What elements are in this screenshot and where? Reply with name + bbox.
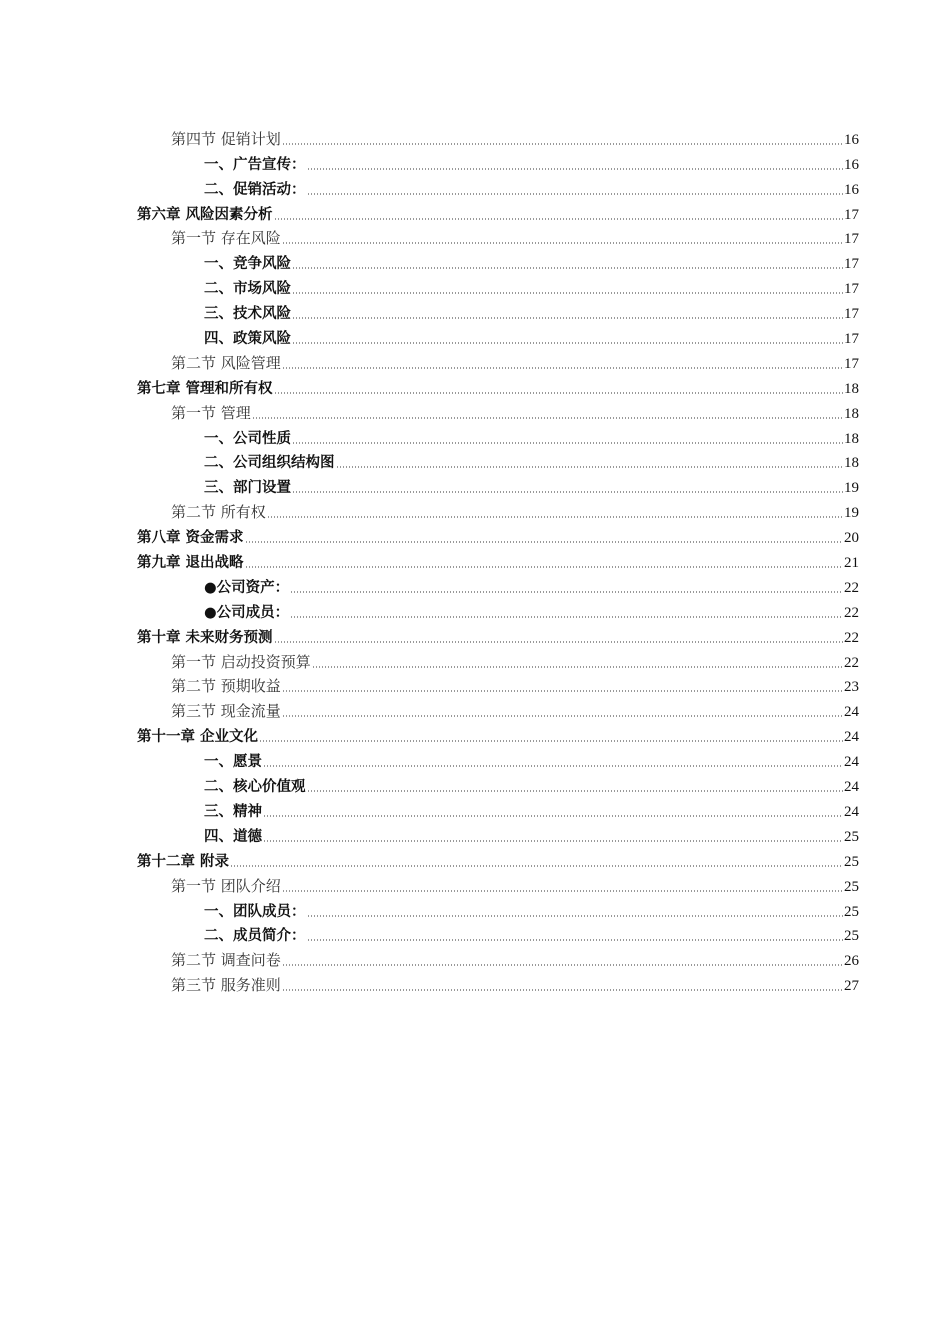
toc-dot-leader — [290, 616, 843, 618]
toc-page-number: 22 — [844, 604, 859, 621]
toc-entry-label: 二、公司组织结构图 — [204, 455, 335, 472]
toc-entry[interactable] — [137, 472, 859, 497]
toc-dot-leader — [245, 566, 843, 568]
toc-dot-leader — [274, 392, 843, 394]
toc-page-number: 22 — [844, 629, 859, 646]
toc-page-number: 18 — [844, 380, 859, 397]
toc-page-number: 25 — [844, 828, 859, 845]
toc-entry[interactable] — [137, 970, 859, 995]
toc-page-number: 19 — [844, 505, 859, 522]
toc-dot-leader — [292, 292, 843, 294]
toc-entry-label: 第十二章 附录 — [137, 853, 230, 870]
toc-entry-label: 第一节 团队介绍 — [171, 876, 281, 895]
toc-entry[interactable] — [137, 796, 859, 821]
toc-entry-label: 四、政策风险 — [204, 331, 291, 348]
toc-entry[interactable] — [137, 846, 859, 871]
toc-entry-label: 第一节 管理 — [171, 403, 251, 422]
toc-entry[interactable] — [137, 746, 859, 771]
toc-entry[interactable] — [137, 522, 859, 547]
toc-entry-label: 第二节 所有权 — [171, 503, 266, 522]
toc-dot-leader — [259, 740, 843, 742]
toc-page-number: 24 — [844, 803, 859, 820]
toc-page-number: 25 — [844, 853, 859, 870]
toc-entry-label: 三、部门设置 — [204, 480, 291, 497]
toc-page-number: 26 — [844, 953, 859, 970]
toc-page-number: 17 — [844, 331, 859, 348]
toc-entry-label: 二、促销活动： — [204, 181, 306, 198]
toc-entry[interactable] — [137, 398, 859, 423]
toc-entry-label: ●公司成员： — [204, 604, 290, 621]
toc-entry-label: 四、道德 — [204, 828, 262, 845]
toc-page-number: 23 — [844, 679, 859, 696]
toc-dot-leader — [230, 865, 843, 867]
toc-page-number: 17 — [844, 281, 859, 298]
toc-entry-label: 第九章 退出战略 — [137, 555, 244, 572]
toc-entry-label: 三、精神 — [204, 803, 262, 820]
toc-entry[interactable] — [137, 448, 859, 473]
toc-entry-label: 第十章 未来财务预测 — [137, 629, 273, 646]
toc-entry[interactable] — [137, 298, 859, 323]
toc-dot-leader — [292, 317, 843, 319]
toc-entry[interactable] — [137, 672, 859, 697]
toc-page-number: 17 — [844, 206, 859, 223]
toc-entry-label: 第七章 管理和所有权 — [137, 380, 273, 397]
toc-page-number: 25 — [844, 903, 859, 920]
toc-page-number: 18 — [844, 455, 859, 472]
toc-entry-label: 第八章 资金需求 — [137, 530, 244, 547]
toc-page-number: 20 — [844, 530, 859, 547]
toc-entry-label: 一、愿景 — [204, 754, 262, 771]
toc-page-number: 18 — [844, 405, 859, 422]
toc-page-number: 19 — [844, 480, 859, 497]
toc-dot-leader — [245, 541, 843, 543]
toc-entry[interactable] — [137, 199, 859, 224]
toc-entry[interactable] — [137, 373, 859, 398]
toc-entry-label: 一、竞争风险 — [204, 256, 291, 273]
toc-page-number: 18 — [844, 430, 859, 447]
toc-dot-leader — [282, 890, 843, 892]
toc-dot-leader — [307, 915, 844, 917]
toc-entry[interactable] — [137, 572, 859, 597]
toc-entry-label: 第一节 存在风险 — [171, 229, 281, 248]
toc-entry[interactable] — [137, 174, 859, 199]
toc-dot-leader — [263, 815, 843, 817]
toc-entry-label: 一、公司性质 — [204, 430, 291, 447]
toc-entry[interactable] — [137, 871, 859, 896]
toc-dot-leader — [292, 342, 843, 344]
toc-entry[interactable] — [137, 547, 859, 572]
toc-entry-label: 第六章 风险因素分析 — [137, 206, 273, 223]
toc-page-number: 17 — [844, 306, 859, 323]
toc-entry[interactable] — [137, 273, 859, 298]
toc-entry-label: 二、市场风险 — [204, 281, 291, 298]
toc-page-number: 24 — [844, 729, 859, 746]
toc-entry[interactable] — [137, 821, 859, 846]
toc-entry[interactable] — [137, 248, 859, 273]
toc-entry-label: 第十一章 企业文化 — [137, 729, 259, 746]
toc-entry-label: 一、广告宣传： — [204, 156, 306, 173]
toc-dot-leader — [307, 790, 844, 792]
toc-dot-leader — [292, 491, 843, 493]
toc-entry-label: 第四节 促销计划 — [171, 129, 281, 148]
toc-entry[interactable] — [137, 149, 859, 174]
toc-entry-label: 第三节 服务准则 — [171, 976, 281, 995]
toc-page-number: 25 — [844, 878, 859, 895]
toc-page-number: 17 — [844, 355, 859, 372]
toc-page-number: 27 — [844, 978, 859, 995]
toc-entry[interactable] — [137, 622, 859, 647]
toc-entry[interactable] — [137, 771, 859, 796]
toc-entry[interactable] — [137, 348, 859, 373]
toc-dot-leader — [252, 417, 843, 419]
toc-page-number: 17 — [844, 256, 859, 273]
toc-entry[interactable] — [137, 497, 859, 522]
toc-dot-leader — [282, 143, 843, 145]
toc-page-number: 17 — [844, 231, 859, 248]
toc-dot-leader — [267, 516, 843, 518]
toc-dot-leader — [290, 591, 843, 593]
toc-dot-leader — [282, 989, 843, 991]
toc-dot-leader — [282, 367, 843, 369]
toc-entry[interactable] — [137, 224, 859, 249]
toc-page-number: 16 — [844, 181, 859, 198]
toc-entry[interactable] — [137, 921, 859, 946]
toc-dot-leader — [292, 267, 843, 269]
toc-entry-label: 二、核心价值观 — [204, 779, 306, 796]
toc-page-number: 22 — [844, 579, 859, 596]
toc-dot-leader — [307, 939, 844, 941]
toc-dot-leader — [274, 641, 843, 643]
toc-entry-label: 一、团队成员： — [204, 903, 306, 920]
toc-page-number: 22 — [844, 654, 859, 671]
toc-dot-leader — [282, 690, 843, 692]
toc-entry[interactable] — [137, 896, 859, 921]
toc-page-number: 21 — [844, 555, 859, 572]
toc-dot-leader — [307, 193, 844, 195]
toc-dot-leader — [263, 765, 843, 767]
toc-entry-label: 第一节 启动投资预算 — [171, 652, 311, 671]
toc-page-number: 24 — [844, 754, 859, 771]
toc-dot-leader — [292, 442, 843, 444]
toc-entry-label: 三、技术风险 — [204, 306, 291, 323]
toc-entry[interactable] — [137, 647, 859, 672]
toc-dot-leader — [282, 715, 843, 717]
toc-entry-label: 二、成员简介： — [204, 928, 306, 945]
toc-dot-leader — [282, 242, 843, 244]
toc-page-number: 24 — [844, 704, 859, 721]
toc-entry[interactable] — [137, 597, 859, 622]
toc-page-number: 16 — [844, 131, 859, 148]
toc-dot-leader — [282, 964, 843, 966]
toc-page-number: 25 — [844, 928, 859, 945]
toc-page-number: 16 — [844, 156, 859, 173]
toc-entry[interactable] — [137, 696, 859, 721]
toc-dot-leader — [336, 466, 844, 468]
toc-entry[interactable] — [137, 124, 859, 149]
toc-dot-leader — [312, 666, 843, 668]
toc-entry[interactable] — [137, 323, 859, 348]
toc-entry[interactable] — [137, 423, 859, 448]
toc-entry-label: 第二节 风险管理 — [171, 353, 281, 372]
toc-entry-label: 第二节 调查问卷 — [171, 951, 281, 970]
toc-dot-leader — [307, 168, 844, 170]
toc-dot-leader — [274, 218, 843, 220]
toc-entry-label: 第三节 现金流量 — [171, 702, 281, 721]
toc-entry[interactable] — [137, 721, 859, 746]
toc-entry[interactable] — [137, 945, 859, 970]
toc-dot-leader — [263, 840, 843, 842]
table-of-contents — [137, 124, 859, 995]
toc-page-number: 24 — [844, 779, 859, 796]
toc-entry-label: 第二节 预期收益 — [171, 677, 281, 696]
toc-entry-label: ●公司资产： — [204, 579, 290, 596]
